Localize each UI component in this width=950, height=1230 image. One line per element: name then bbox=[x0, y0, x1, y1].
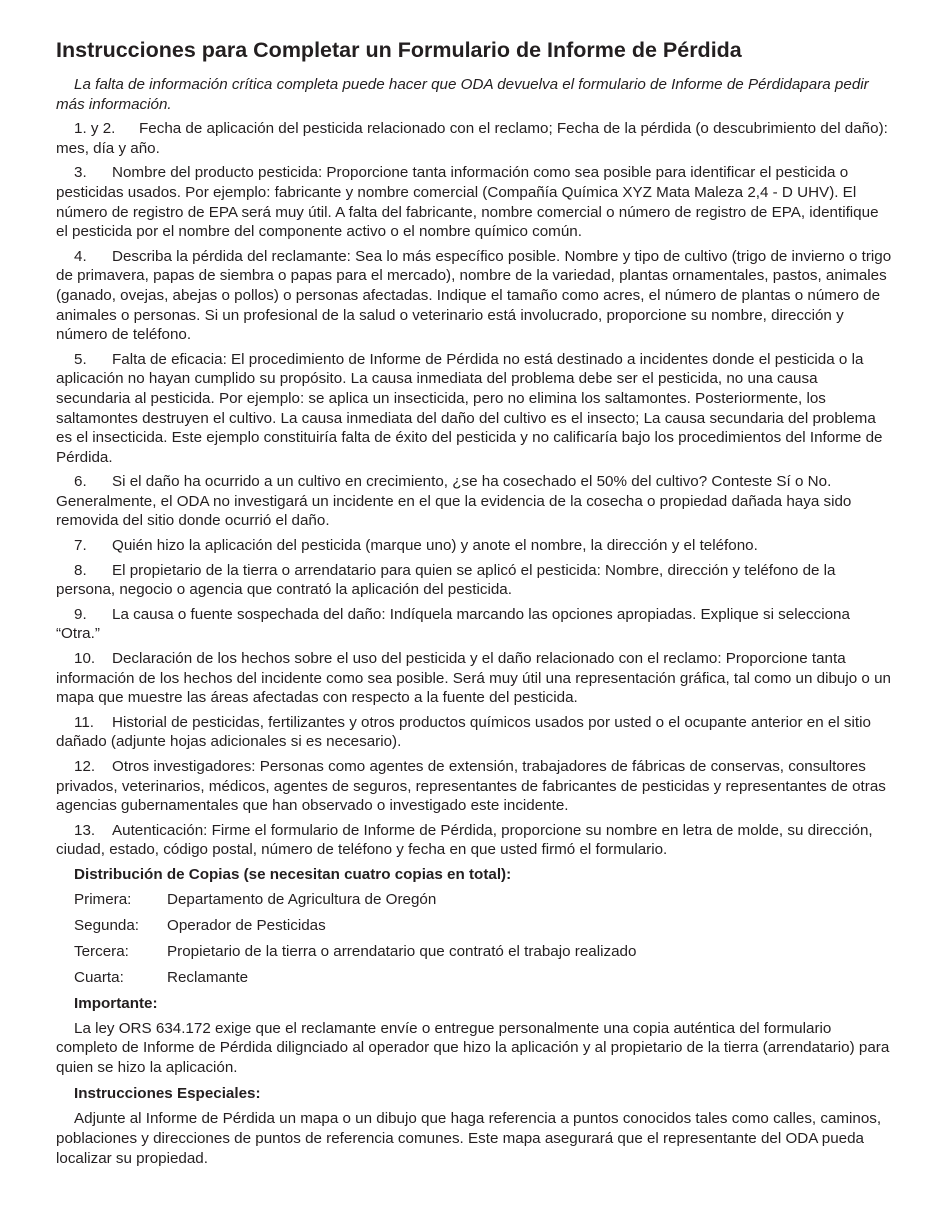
item-text: Describa la pérdida del reclamante: Sea lo más específico posible. Nombre y tipo de cultivo (trigo de invierno o trigo de primavera, papas de siembra o papas para el mercado), nombre de la variedad, plantas ornamentales, pastos, animales (ganado, ovejas, abejas o pollos) o personas afectadas. Indique el tamaño como acres, el número de plantas o número de animales o personas. Si un profesional de la salud o veterinario está involucrado, proporcione su nombre, dirección y número de teléfono. bbox=[56, 247, 892, 344]
distribution-list bbox=[74, 890, 894, 987]
item-number: 5. bbox=[74, 350, 87, 368]
item-text: El propietario de la tierra o arrendatario para quien se aplicó el pesticida: Nombre, dirección y teléfono de la persona, negocio o agencia que contrató la aplicación del pesticida. bbox=[56, 561, 836, 599]
special-instructions-heading: Instrucciones Especiales: bbox=[74, 1085, 261, 1103]
copy-ordinal: Primera: bbox=[74, 890, 132, 908]
item-number: 11. bbox=[74, 713, 94, 731]
distribution-row bbox=[74, 942, 894, 962]
instruction-item-7 bbox=[56, 536, 894, 556]
instruction-list bbox=[56, 119, 894, 860]
item-number: 8. bbox=[74, 561, 87, 579]
item-number: 4. bbox=[74, 247, 87, 265]
item-text: Autenticación: Firme el formulario de Informe de Pérdida, proporcione su nombre en letra de molde, su dirección, ciudad, estado, código postal, número de teléfono y fecha en que usted firmó el formulario. bbox=[56, 821, 873, 859]
distribution-row bbox=[74, 890, 894, 910]
instruction-item-13 bbox=[56, 821, 894, 860]
item-number: 3. bbox=[74, 164, 87, 182]
item-number: 12. bbox=[74, 758, 96, 775]
item-text: La causa o fuente sospechada del daño: Indíquela marcando las opciones apropiadas. Explique si selecciona “Otra.” bbox=[56, 605, 850, 643]
item-text: Otros investigadores: Personas como agentes de extensión, trabajadores de fábricas de conservas, consultores privados, veterinarios, médicos, agentes de seguros, representantes de fabricantes de pesticidas y representantes de otras agencias gubernamentales que han observado o investigado este incidente. bbox=[56, 758, 886, 815]
distribution-row bbox=[74, 916, 894, 936]
copy-recipient: Departamento de Agricultura de Oregón bbox=[167, 890, 437, 908]
instruction-item-6 bbox=[56, 472, 894, 531]
instruction-item-9 bbox=[56, 605, 894, 644]
item-number: 9. bbox=[74, 605, 87, 623]
item-number: 13. bbox=[74, 821, 96, 839]
item-text: Declaración de los hechos sobre el uso del pesticida y el daño relacionado con el reclamo: Proporcione tanta información de los hechos del incidente como sea posible. Será muy útil una representación gráfica, tal como un dibujo o un mapa que muestre las áreas afectadas con respecto a la fuente del pesticida. bbox=[56, 650, 891, 707]
item-number: 1. y 2. bbox=[74, 120, 116, 138]
item-text: Historial de pesticidas, fertilizantes y otros productos químicos usados por usted o el ocupante anterior en el sitio dañado (adjunte hojas adicionales si es necesario). bbox=[56, 713, 871, 751]
instruction-item-4 bbox=[56, 247, 894, 345]
item-text: Si el daño ha ocurrido a un cultivo en crecimiento, ¿se ha cosechado el 50% del cultivo? Conteste Sí o No. Generalmente, el ODA no investigará un incidente en el que la evidencia de la cosecha o propiedad dañada haya sido removida del sitio donde ocurrió el daño. bbox=[56, 473, 852, 530]
item-text: Nombre del producto pesticida: Proporcione tanta información como sea posible para identificar el pesticida o pesticidas usados. Por ejemplo: fabricante y nombre comercial (Compañía Química XYZ Mata Maleza 2,4 - D UHV). El número de registro de EPA será muy útil. A falta del fabricante, nombre comercial o número de registro de EPA, identifique el pesticida por el nombre del componente activo o el nombre químico común. bbox=[56, 164, 879, 241]
instruction-item-11 bbox=[56, 713, 894, 752]
item-number: 7. bbox=[74, 537, 87, 555]
instruction-item-12 bbox=[56, 757, 894, 816]
item-text: Fecha de aplicación del pesticida relacionado con el reclamo; Fecha de la pérdida (o descubrimiento del daño): mes, día y año. bbox=[56, 120, 888, 157]
instruction-item-8 bbox=[56, 561, 894, 600]
important-heading: Importante: bbox=[74, 994, 158, 1012]
copy-recipient: Reclamante bbox=[167, 968, 249, 986]
item-number: 6. bbox=[74, 473, 87, 491]
copy-ordinal: Segunda: bbox=[74, 916, 140, 934]
distribution-row bbox=[74, 968, 894, 988]
item-text: Quién hizo la aplicación del pesticida (marque uno) y anote el nombre, la dirección y el teléfono. bbox=[112, 537, 758, 555]
intro-paragraph: La falta de información crítica completa puede hacer que ODA devuelva el formulario de Informe de Pérdidapara pedir más información. bbox=[56, 76, 869, 113]
important-paragraph: La ley ORS 634.172 exige que el reclamante envíe o entregue personalmente una copia auténtica del formulario completo de Informe de Pérdida dilignciado al operador que hizo la aplicación y al propietario de la tierra (arrendatario) para quien se hizo la aplicación. bbox=[56, 1019, 890, 1076]
page-title: Instrucciones para Completar un Formulario de Informe de Pérdida bbox=[56, 38, 742, 62]
instruction-item-1-2 bbox=[56, 119, 894, 158]
copy-ordinal: Tercera: bbox=[74, 942, 129, 960]
instruction-item-3 bbox=[56, 163, 894, 241]
item-number: 10. bbox=[74, 650, 96, 668]
copy-recipient: Operador de Pesticidas bbox=[167, 916, 326, 934]
copy-recipient: Propietario de la tierra o arrendatario que contrató el trabajo realizado bbox=[167, 942, 637, 960]
item-text: Falta de eficacia: El procedimiento de Informe de Pérdida no está destinado a incidentes donde el pesticida o la aplicación no hayan cumplido su propósito. La causa inmediata del problema debe ser el pesticida, no una causa secundaria al pesticida. Por ejemplo: se aplica un insecticida, pero no elimina los saltamontes. Posteriormente, los saltamontes destruyen el cultivo. La causa inmediata del daño del cultivo es el insecto; La causa secundaria del problema es el insecticida. Este ejemplo constituiría falta de éxito del pesticida y no calificaría bajo los procedimientos del Informe de Pérdida. bbox=[56, 350, 883, 466]
instruction-item-5 bbox=[56, 350, 894, 468]
instruction-item-10 bbox=[56, 649, 894, 708]
copy-ordinal: Cuarta: bbox=[74, 968, 124, 986]
special-instructions-paragraph: Adjunte al Informe de Pérdida un mapa o un dibujo que haga referencia a puntos conocidos tales como calles, caminos, poblaciones y direcciones de puntos de referencia comunes. Este mapa asegurará que el representante del ODA pueda localizar su propiedad. bbox=[56, 1110, 882, 1167]
distribution-heading: Distribución de Copias (se necesitan cuatro copias en total): bbox=[74, 865, 512, 883]
